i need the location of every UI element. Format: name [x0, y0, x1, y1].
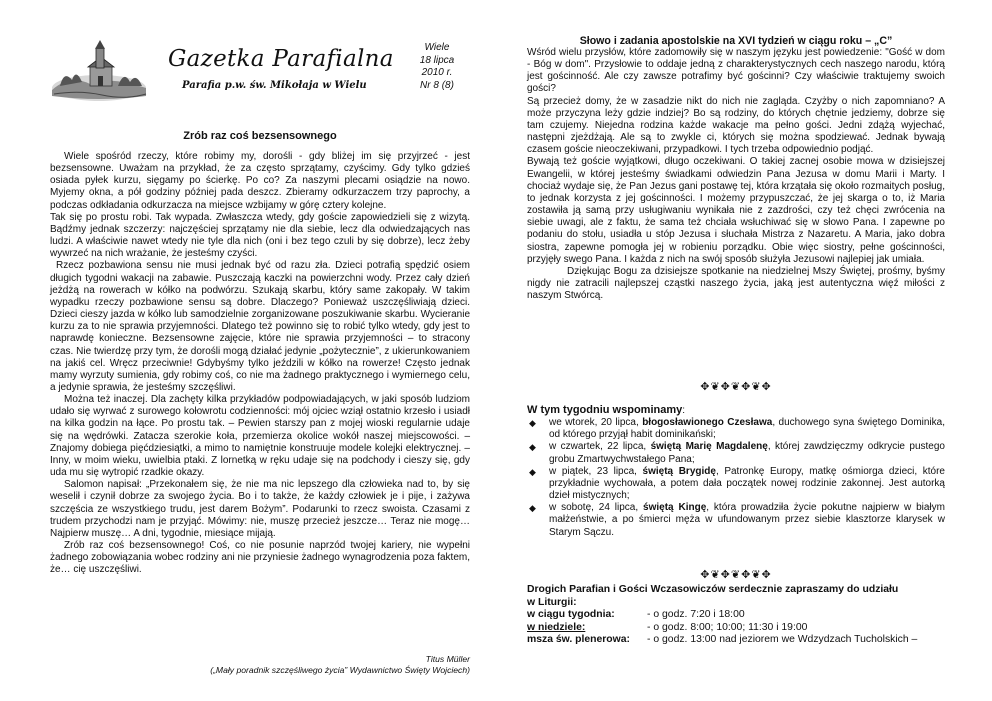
- parish-subtitle: Parafia p.w. św. Mikołaja w Wielu: [182, 80, 367, 91]
- article-source: („Mały poradnik szczęśliwego życia” Wydawnictwo Święty Wojciech): [210, 665, 470, 675]
- memorial-item: ◆ we wtorek, 20 lipca, błogosławionego Czesława, duchowego syna świętego Dominika, od którego przyjął habit dominikański;: [529, 417, 945, 441]
- reflection-paragraph: Dziękując Bogu za dzisiejsze spotkanie na niedzielnej Mszy Świętej, prośmy, byśmy nigdy nie zatracili najlepszej cząstki naszego życia, jaką jest autentyczna więź miłości z naszym Stwórcą.: [527, 265, 945, 302]
- memorial-section: [527, 404, 945, 539]
- mass-schedule-row: w niedziele: - o godz. 8:00; 10:00; 11:30 i 19:00: [527, 621, 808, 633]
- ornament-divider: ✥❦✥❦✥❦✥: [700, 569, 772, 581]
- newsletter-title: Gazetka Parafialna: [168, 46, 394, 72]
- bullet-icon: ◆: [529, 442, 536, 453]
- memorial-heading: W tym tygodniu wspominamy:: [527, 404, 686, 416]
- article-author: Titus Müller: [425, 654, 470, 664]
- issue-info: [408, 42, 466, 92]
- ornament-divider: ✥❦✥❦✥❦✥: [700, 381, 772, 393]
- memorial-item: ◆ w sobotę, 24 lipca, świętą Kingę, która prowadziła życie pokutne najpierw w białym małżeństwie, a po śmierci męża w ufundowanym przez siebie klasztorze klarysek w Starym Sączu.: [529, 502, 945, 538]
- article-paragraph: Zrób raz coś bezsensownego! Coś, co nie posunie naprzód twojej kariery, nie wypełni żadnego zobowiązania wobec rodziny ani nie przyniesie żadnego wynagrodzenia poza faktem, że… cię uszczęśliwi.: [50, 540, 470, 576]
- article-paragraph: Rzecz pozbawiona sensu nie musi jednak być od razu zła. Dzieci potrafią spędzić osiem długich tygodni wakacji na zabawie. Puszczają kaczki na powierzchni wody. Przez cały dzień jeżdżą na rowerach w kółko na podwórzu. Szukają skarbu, który same zakopały. W takim wypadku rzeczy pozbawione sensu są dobre. Dlaczego? Ponieważ uszczęśliwiają dzieci. Dzieci cieszy jazda w kółko lub samodzielnie zorganizowane poszukiwanie skarbu. Wycieranie kurzu za to nie sprawia przyjemności. Dlatego też powinno się to robić tylko wtedy, gdy jest to naprawdę konieczne. Bezsensowne zajęcie, które nie sprawia przyjemności – to stracony czas. Nie twierdzę przy tym, że dorośli mogą działać jedynie „pożytecznie”, z ukierunkowaniem na jakiś cel. Wręcz przeciwnie! Gdybyśmy tylko jeździli w kółko na rowerze! Często jednak mamy wyrzuty sumienia, gdy robimy coś, co nie ma żadnego praktycznego i wymiernego celu, a jedynie sprawia, że jesteśmy szczęśliwi.: [50, 260, 470, 393]
- article-paragraph: Tak się po prostu robi. Tak wypada. Zwłaszcza wtedy, gdy goście zapowiedzieli się z wizytą. Bądźmy jednak szczerzy: najczęściej sprzątamy nie dla siebie, lecz dla odwiedzających nas ludzi. A właściwie nawet wtedy nie tyle dla nich (oni i bez tego czuli by się dobrze), lecz żeby wywrzeć na nich wrażanie, że jesteśmy czyści.: [50, 211, 470, 260]
- issue-year: 2010 r.: [421, 67, 453, 78]
- invitation-heading-2: w Liturgii:: [527, 596, 577, 608]
- memorial-item: ◆ w czwartek, 22 lipca, świętą Marię Magdalenę, której zawdzięczmy odkrycie pustego grobu Zmartwychwstałego Pana;: [529, 441, 945, 465]
- church-landscape-logo: [50, 40, 148, 102]
- article-title: Zrób raz coś bezsensownego: [183, 130, 337, 142]
- reflection-title: Słowo i zadania apostolskie na XVI tydzień w ciągu roku – „C”: [579, 35, 893, 47]
- invitation-heading: Drogich Parafian i Gości Wczasowiczów serdecznie zapraszamy do udziału: [527, 584, 899, 595]
- reflection-body: [527, 47, 945, 302]
- masthead: [50, 34, 470, 104]
- liturgy-invitation: [527, 584, 945, 647]
- article-paragraph: Salomon napisał: „Przekonałem się, że nie ma nic lepszego dla człowieka nad to, by się weselił i czynił dobrze za swojego życia. Bo i to także, że każdy człowiek je i pije, i zażywa szczęścia ze wszystkiego trudu, jest darem Bożym”. Podarunki to rzecz swoista. Czasami z trudem przychodzi nam je przyjąć. Mówimy: nie, muszę przecież jeszcze… Teraz nie mogę… Najpierw muszę… A dni, tygodnie, miesiące mijają.: [50, 479, 470, 539]
- memorial-list: [527, 417, 945, 539]
- mass-schedule-row: w ciągu tygodnia: - o godz. 7:20 i 18:00: [527, 609, 745, 620]
- issue-place: Wiele: [424, 42, 450, 53]
- reflection-paragraph: Są przecież domy, że w zasadzie nikt do nich nie zagląda. Czyżby o nich zapomniano? A może przyczyna leży gdzie indziej? Bo są rodziny, do których chętnie jedziemy, dobrze się tam czujemy. Niejedna rodzina każde wakacje ma pełno gości. Jedni zdążą wyjechać, następni zjeżdżają. Ale są to zwykle ci, których się można spodziewać. Jednak bywają czasem goście nieoczekiwani, przypadkowi. I tych trzeba odpowiednio podjąć.: [527, 95, 945, 156]
- memorial-item: ◆ w piątek, 23 lipca, świętą Brygidę, Patronkę Europy, matkę ośmiorga dzieci, które przykładnie wychowała, a potem dała początek nowej rodzinie zakonnej. Jest autorką dzieł mistycznych;: [529, 465, 945, 502]
- reflection-paragraph: Wśród wielu przysłów, które zadomowiły się w naszym języku jest powiedzenie: "Gość w dom - Bóg w dom". Przysłowie to oddaje jedną z charakterystycznych cech naszego narodu, którą jest gościnność. Ale czy zawsze potrafimy być gościnni? Czy właściwie traktujemy swoich gości?: [527, 47, 945, 95]
- bullet-icon: ◆: [529, 466, 536, 477]
- reflection-paragraph: Bywają też goście wyjątkowi, długo oczekiwani. O takiej zacnej osobie mowa w dzisiejszej Ewangelii, w której jesteśmy świadkami odwiedzin Pana Jezusa w domu Marii i Marty. I chociaż wydaje się, że Pan Jezus gani postawę tej, która krzątała się około rozmaitych posług, to jednak korzysta z jej gościnności. I możemy przypuszczać, że jej skarga o to, iż Maria zostawiła ją samą przy usługiwaniu wynikała nie z zazdrości, czy też chęci zwrócenia na siebie uwagi, ale z faktu, że sama też chciała wsłuchiwać się w słowo Pana. I zapewne po podaniu do stołu, usiadła u stóp Jezusa i słuchała Mistrza z Nazaretu. A Maria, jako dobra siostra, zapewne pomogła jej w robieniu porządku. Obie więc siostry, pełne gościnności, przyjęły swego Pana. I każda z nich na swój sposób służyła Jezusowi najlepiej jak umiała.: [527, 156, 945, 265]
- bullet-icon: ◆: [529, 418, 536, 429]
- issue-number: Nr 8 (8): [420, 79, 454, 91]
- article-paragraph: Wiele spośród rzeczy, które robimy my, dorośli - gdy bliżej im się przyjrzeć - jest bezsensowne. Uważam na przykład, że za często sprzątamy, czyścimy. Gdy tylko gdzieś osiada pyłek kurzu, sięgamy po ścierkę. Po co? Za naszymi plecami osiądzie na nowo. Myjemy okna, a pół godziny później pada deszcz. Zbieramy odkurzaczem trzy paprochy, a podczas odkładania odkurzacza na miejsce wzbijamy w górę cztery kolejne.: [50, 151, 470, 211]
- bullet-icon: ◆: [529, 503, 536, 514]
- article-body: [50, 151, 470, 576]
- issue-date: 18 lipca: [419, 54, 455, 66]
- article-signature: [50, 654, 470, 676]
- mass-schedule-row: msza św. plenerowa: - o godz. 13:00 nad jeziorem we Wdzydzach Tucholskich –: [527, 634, 918, 645]
- article-paragraph: Można też inaczej. Dla zachęty kilka przykładów podpowiadających, w jaki sposób ludziom udało się wyrwać z surowego kołowrotu codzienności: mój ojciec wziął ostatnio krzesło i usiadł na kilka godzin na łące. Po prostu tak. – Pewien starszy pan z mojej wioski regularnie udaje się na wędrówki. Zatacza szerokie koła, przemierza okolice wokół naszej miejscowości. – Znajomy dobiega pięćdziesiątki, a mimo to namiętnie konstruuje modele kolejki elektrycznej. – Inny, w moim wieku, uwielbia ptaki. Z lornetką w ręku udaje się na podchody i cieszy się, gdy uda mu się wytropić rzadkie okazy.: [50, 394, 470, 479]
